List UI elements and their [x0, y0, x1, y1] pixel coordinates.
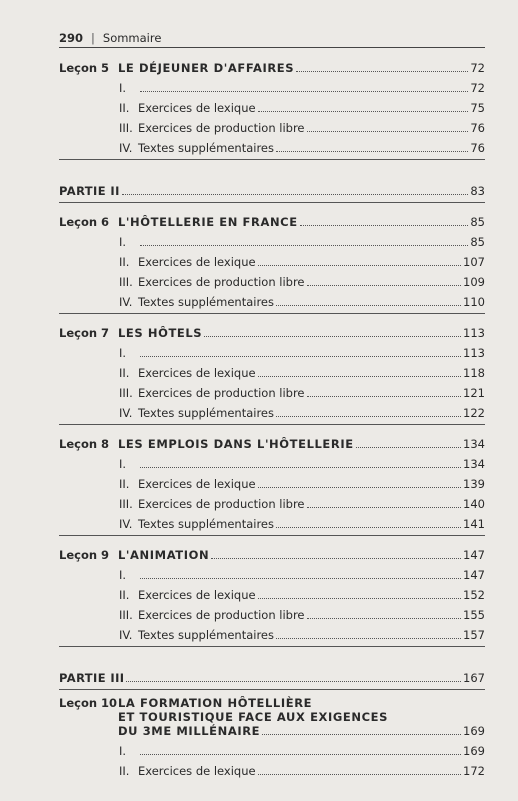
toc-item[interactable]: [59, 360, 485, 380]
page-header: [59, 29, 485, 47]
lesson-number: Leçon 7: [59, 326, 110, 340]
page-ref: 75: [470, 101, 485, 115]
roman-numeral: I.: [119, 235, 127, 249]
item-label: Exercices de lexique: [138, 764, 256, 778]
item-label: Exercices de lexique: [138, 588, 256, 602]
toc-item[interactable]: [59, 451, 485, 471]
part-title: PARTIE II: [59, 184, 120, 198]
item-label: Textes supplémentaires: [138, 295, 274, 309]
page-ref: 155: [463, 608, 485, 622]
roman-numeral: III.: [119, 386, 133, 400]
page-ref: 152: [463, 588, 485, 602]
page-ref: 113: [463, 326, 485, 340]
item-label: Textes supplémentaires: [138, 628, 274, 642]
dot-leader: [126, 681, 461, 682]
dot-leader: [211, 558, 461, 559]
dot-leader: [276, 151, 468, 152]
toc-item[interactable]: [59, 602, 485, 622]
item-label: Exercices de lexique: [138, 366, 256, 380]
roman-numeral: IV.: [119, 141, 133, 155]
roman-numeral: I.: [119, 457, 127, 471]
section-rule: [59, 689, 485, 690]
toc-item[interactable]: [59, 340, 485, 360]
dot-leader: [300, 225, 469, 226]
section-rule: [59, 424, 485, 425]
section-rule: [59, 646, 485, 647]
toc-item[interactable]: [59, 758, 485, 778]
item-label: Exercices de production libre: [138, 275, 305, 289]
header-separator: |: [91, 31, 95, 45]
item-label: Textes supplémentaires: [138, 517, 274, 531]
lesson-title: LE DÉJEUNER D'AFFAIRES: [118, 61, 295, 75]
item-label: Exercices de production libre: [138, 386, 305, 400]
page-ref: 113: [463, 346, 485, 360]
page-ref: 72: [470, 81, 485, 95]
header-rule: [59, 47, 485, 48]
dot-leader: [140, 91, 468, 92]
lesson-entry[interactable]: [59, 55, 485, 75]
part-title: PARTIE III: [59, 671, 125, 685]
page-ref: 141: [463, 517, 485, 531]
section-rule: [59, 159, 485, 160]
lesson-entry[interactable]: [59, 542, 485, 562]
toc-item[interactable]: [59, 135, 485, 155]
item-label: Exercices de lexique: [138, 255, 256, 269]
lesson-title: L'ANIMATION: [118, 548, 210, 562]
dot-leader: [262, 734, 461, 735]
item-label: Exercices de lexique: [138, 101, 256, 115]
roman-numeral: III.: [119, 608, 133, 622]
dot-leader: [122, 194, 469, 195]
page-ref: 157: [463, 628, 485, 642]
dot-leader: [356, 447, 461, 448]
lesson-number: Leçon 9: [59, 548, 110, 562]
lesson-title-line: ET TOURISTIQUE FACE AUX EXIGENCES: [118, 710, 388, 724]
dot-leader: [276, 305, 461, 306]
roman-numeral: II.: [119, 255, 130, 269]
toc-item[interactable]: [59, 229, 485, 249]
lesson-entry[interactable]: [59, 696, 485, 738]
toc-item[interactable]: [59, 471, 485, 491]
lesson-number: Leçon 6: [59, 215, 110, 229]
dot-leader: [140, 356, 461, 357]
page-ref: 72: [470, 61, 485, 75]
dot-leader: [276, 416, 461, 417]
lesson-entry[interactable]: [59, 209, 485, 229]
toc-item[interactable]: [59, 622, 485, 642]
roman-numeral: II.: [119, 764, 130, 778]
page-ref: 147: [463, 568, 485, 582]
toc-item[interactable]: [59, 738, 485, 758]
toc-item[interactable]: [59, 269, 485, 289]
dot-leader: [307, 507, 462, 508]
page-ref: 109: [463, 275, 485, 289]
page-ref: 172: [463, 764, 485, 778]
dot-leader: [140, 578, 461, 579]
dot-leader: [258, 111, 469, 112]
lesson-number: Leçon 5: [59, 61, 110, 75]
dot-leader: [140, 467, 461, 468]
roman-numeral: I.: [119, 81, 127, 95]
toc-item[interactable]: [59, 289, 485, 309]
toc-item[interactable]: [59, 115, 485, 135]
toc-item[interactable]: [59, 491, 485, 511]
toc-item[interactable]: [59, 380, 485, 400]
page-ref: 167: [463, 671, 485, 685]
page-ref: 110: [463, 295, 485, 309]
item-label: Textes supplémentaires: [138, 406, 274, 420]
lesson-entry[interactable]: [59, 431, 485, 451]
roman-numeral: II.: [119, 588, 130, 602]
dot-leader: [276, 638, 461, 639]
dot-leader: [296, 71, 468, 72]
lesson-title: LES HÔTELS: [118, 326, 203, 340]
lesson-title: LES EMPLOIS DANS L'HÔTELLERIE: [118, 437, 354, 451]
roman-numeral: III.: [119, 497, 133, 511]
toc-item[interactable]: [59, 95, 485, 115]
toc-item[interactable]: [59, 562, 485, 582]
page-ref: 169: [463, 724, 485, 738]
item-label: Exercices de production libre: [138, 497, 305, 511]
roman-numeral: IV.: [119, 406, 133, 420]
page-ref: 85: [470, 215, 485, 229]
roman-numeral: IV.: [119, 517, 133, 531]
page-ref: 83: [470, 184, 485, 198]
dot-leader: [204, 336, 461, 337]
roman-numeral: III.: [119, 275, 133, 289]
section-rule: [59, 535, 485, 536]
page-ref: 121: [463, 386, 485, 400]
section-rule: [59, 313, 485, 314]
page-ref: 169: [463, 744, 485, 758]
page-ref: 118: [463, 366, 485, 380]
page-ref: 122: [463, 406, 485, 420]
roman-numeral: III.: [119, 121, 133, 135]
item-label: Exercices de lexique: [138, 477, 256, 491]
lesson-entry[interactable]: [59, 320, 485, 340]
page-ref: 134: [463, 437, 485, 451]
toc-item[interactable]: [59, 75, 485, 95]
dot-leader: [140, 245, 468, 246]
part-entry[interactable]: [59, 665, 485, 685]
item-label: Exercices de production libre: [138, 608, 305, 622]
lesson-number: Leçon 10: [59, 696, 118, 710]
toc-item[interactable]: [59, 249, 485, 269]
section-rule: [59, 202, 485, 203]
dot-leader: [258, 774, 461, 775]
dot-leader: [307, 131, 469, 132]
roman-numeral: I.: [119, 346, 127, 360]
dot-leader: [258, 598, 461, 599]
dot-leader: [258, 376, 461, 377]
dot-leader: [258, 487, 461, 488]
dot-leader: [307, 285, 462, 286]
lesson-title-line: LA FORMATION HÔTELLIÈRE: [118, 696, 313, 710]
lesson-title: L'HÔTELLERIE EN FRANCE: [118, 215, 298, 229]
dot-leader: [307, 618, 462, 619]
roman-numeral: II.: [119, 477, 130, 491]
roman-numeral: IV.: [119, 295, 133, 309]
roman-numeral: I.: [119, 744, 127, 758]
roman-numeral: I.: [119, 568, 127, 582]
page-ref: 147: [463, 548, 485, 562]
roman-numeral: II.: [119, 366, 130, 380]
table-of-contents: [59, 55, 485, 778]
part-entry[interactable]: [59, 178, 485, 198]
dot-leader: [140, 754, 461, 755]
page-ref: 139: [463, 477, 485, 491]
page-ref: 134: [463, 457, 485, 471]
item-label: Textes supplémentaires: [138, 141, 274, 155]
dot-leader: [258, 265, 461, 266]
dot-leader: [276, 527, 461, 528]
page-ref: 140: [463, 497, 485, 511]
lesson-number: Leçon 8: [59, 437, 110, 451]
dot-leader: [307, 396, 462, 397]
page-ref: 107: [463, 255, 485, 269]
toc-item[interactable]: [59, 582, 485, 602]
page-ref: 76: [470, 141, 485, 155]
roman-numeral: II.: [119, 101, 130, 115]
toc-item[interactable]: [59, 511, 485, 531]
item-label: Exercices de production libre: [138, 121, 305, 135]
lesson-title-line: DU 3ME MILLÉNAIRE: [118, 724, 261, 738]
header-section: Sommaire: [102, 31, 162, 45]
page-number: 290: [59, 31, 84, 45]
page-ref: 85: [470, 235, 485, 249]
roman-numeral: IV.: [119, 628, 133, 642]
toc-item[interactable]: [59, 400, 485, 420]
page-ref: 76: [470, 121, 485, 135]
